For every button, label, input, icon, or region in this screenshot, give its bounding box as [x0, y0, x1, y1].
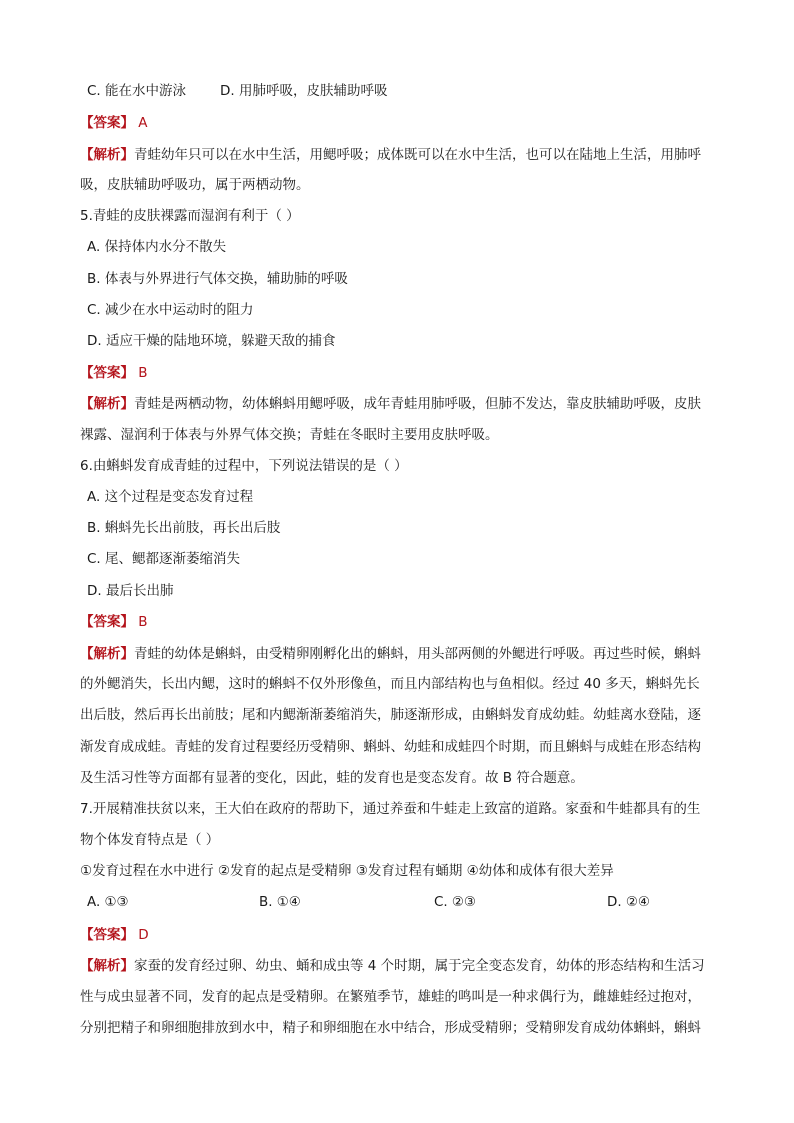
q4-option-c: C. 能在水中游泳 [87, 83, 187, 99]
q5-option-c: C. 减少在水中运动时的阻力 [87, 302, 254, 318]
q6-analysis-line-5: 及生活习性等方面都有显著的变化，因此，蛙的发育也是变态发育。故 B 符合题意。 [80, 770, 584, 786]
q7-answer [80, 925, 149, 945]
q7-option-a: A. ①③ [87, 895, 129, 910]
analysis-label: 【解析】 [80, 646, 134, 662]
analysis-label: 【解析】 [80, 958, 134, 974]
analysis-label: 【解析】 [80, 147, 134, 163]
q5-option-b: B. 体表与外界进行气体交换，辅助肺的呼吸 [87, 271, 348, 287]
q4-option-d: D. 用肺呼吸，皮肤辅助呼吸 [220, 83, 388, 99]
q7-analysis-line-2: 性与成虫显著不同，发育的起点是受精卵。在繁殖季节，雄蛙的鸣叫是一种求偶行为，雌雄蛙经过抱对， [80, 989, 701, 1005]
answer-value: B [138, 365, 148, 381]
q4-answer [80, 113, 148, 133]
q6-option-b: B. 蝌蚪先长出前肢，再长出后肢 [87, 520, 281, 536]
answer-value: D [138, 927, 149, 943]
q7-option-d: D. ②④ [607, 895, 650, 910]
q4-options-cd [87, 81, 388, 101]
answer-value: B [138, 614, 148, 630]
q5-analysis-line-1: 【解析】青蛙是两栖动物，幼体蝌蚪用鳃呼吸，成年青蛙用肺呼吸，但肺不发达，靠皮肤辅助呼吸，皮肤 [80, 396, 701, 412]
q5-option-d: D. 适应干燥的陆地环境，躲避天敌的捕食 [87, 333, 336, 349]
q6-answer [80, 612, 148, 632]
q4-analysis-line-1: 【解析】青蛙幼年只可以在水中生活，用鳃呼吸；成体既可以在水中生活，也可以在陆地上生活，用肺呼 [80, 147, 701, 163]
q4-analysis-line-2: 吸，皮肤辅助呼吸功，属于两栖动物。 [80, 177, 310, 193]
q7-stem-line-1: 7.开展精准扶贫以来，王大伯在政府的帮助下，通过养蚕和牛蛙走上致富的道路。家蚕和牛蛙都具有的生 [80, 801, 701, 817]
q6-option-c: C. 尾、鳃都逐渐萎缩消失 [87, 551, 241, 567]
q6-analysis-line-4: 渐发育成成蛙。青蛙的发育过程要经历受精卵、蝌蚪、幼蛙和成蛙四个时期，而且蝌蚪与成蛙在形态结构 [80, 739, 701, 755]
q6-analysis-line-1: 【解析】青蛙的幼体是蝌蚪，由受精卵刚孵化出的蝌蚪，用头部两侧的外鳃进行呼吸。再过些时候，蝌蚪 [80, 646, 701, 662]
analysis-label: 【解析】 [80, 396, 134, 412]
q6-analysis-line-2: 的外鳃消失，长出内鳃，这时的蝌蚪不仅外形像鱼，而且内部结构也与鱼相似。经过 40 多天，蝌蚪先长 [80, 676, 700, 692]
q7-stem-line-2: 物个体发育特点是（ ） [80, 832, 220, 848]
q5-answer [80, 363, 148, 383]
q5-option-a: A. 保持体内水分不散失 [87, 239, 227, 255]
answer-label: 【答案】 [80, 614, 134, 630]
answer-label: 【答案】 [80, 115, 134, 131]
answer-label: 【答案】 [80, 927, 134, 943]
q7-option-c: C. ②③ [434, 895, 476, 910]
answer-value: A [138, 115, 148, 131]
q6-analysis-line-3: 出后肢，然后再长出前肢；尾和内鳃渐渐萎缩消失，肺逐渐形成，由蝌蚪发育成幼蛙。幼蛙离水登陆，逐 [80, 707, 701, 723]
q7-statements: ①发育过程在水中进行 ②发育的起点是受精卵 ③发育过程有蛹期 ④幼体和成体有很大差异 [80, 863, 614, 879]
q6-option-a: A. 这个过程是变态发育过程 [87, 489, 254, 505]
answer-label: 【答案】 [80, 365, 134, 381]
q6-stem: 6.由蝌蚪发育成青蛙的过程中，下列说法错误的是（ ） [80, 458, 408, 474]
q5-analysis-line-2: 裸露、湿润利于体表与外界气体交换；青蛙在冬眠时主要用皮肤呼吸。 [80, 427, 499, 443]
q7-analysis-line-3: 分别把精子和卵细胞排放到水中，精子和卵细胞在水中结合，形成受精卵；受精卵发育成幼体蝌蚪，蝌蚪 [80, 1020, 701, 1036]
q7-option-b: B. ①④ [259, 895, 301, 910]
q6-option-d: D. 最后长出肺 [87, 583, 174, 599]
q7-analysis-line-1: 【解析】家蚕的发育经过卵、幼虫、蛹和成虫等 4 个时期，属于完全变态发育，幼体的形态结构和生活习 [80, 958, 705, 974]
q5-stem: 5.青蛙的皮肤裸露而湿润有利于（ ） [80, 208, 300, 224]
